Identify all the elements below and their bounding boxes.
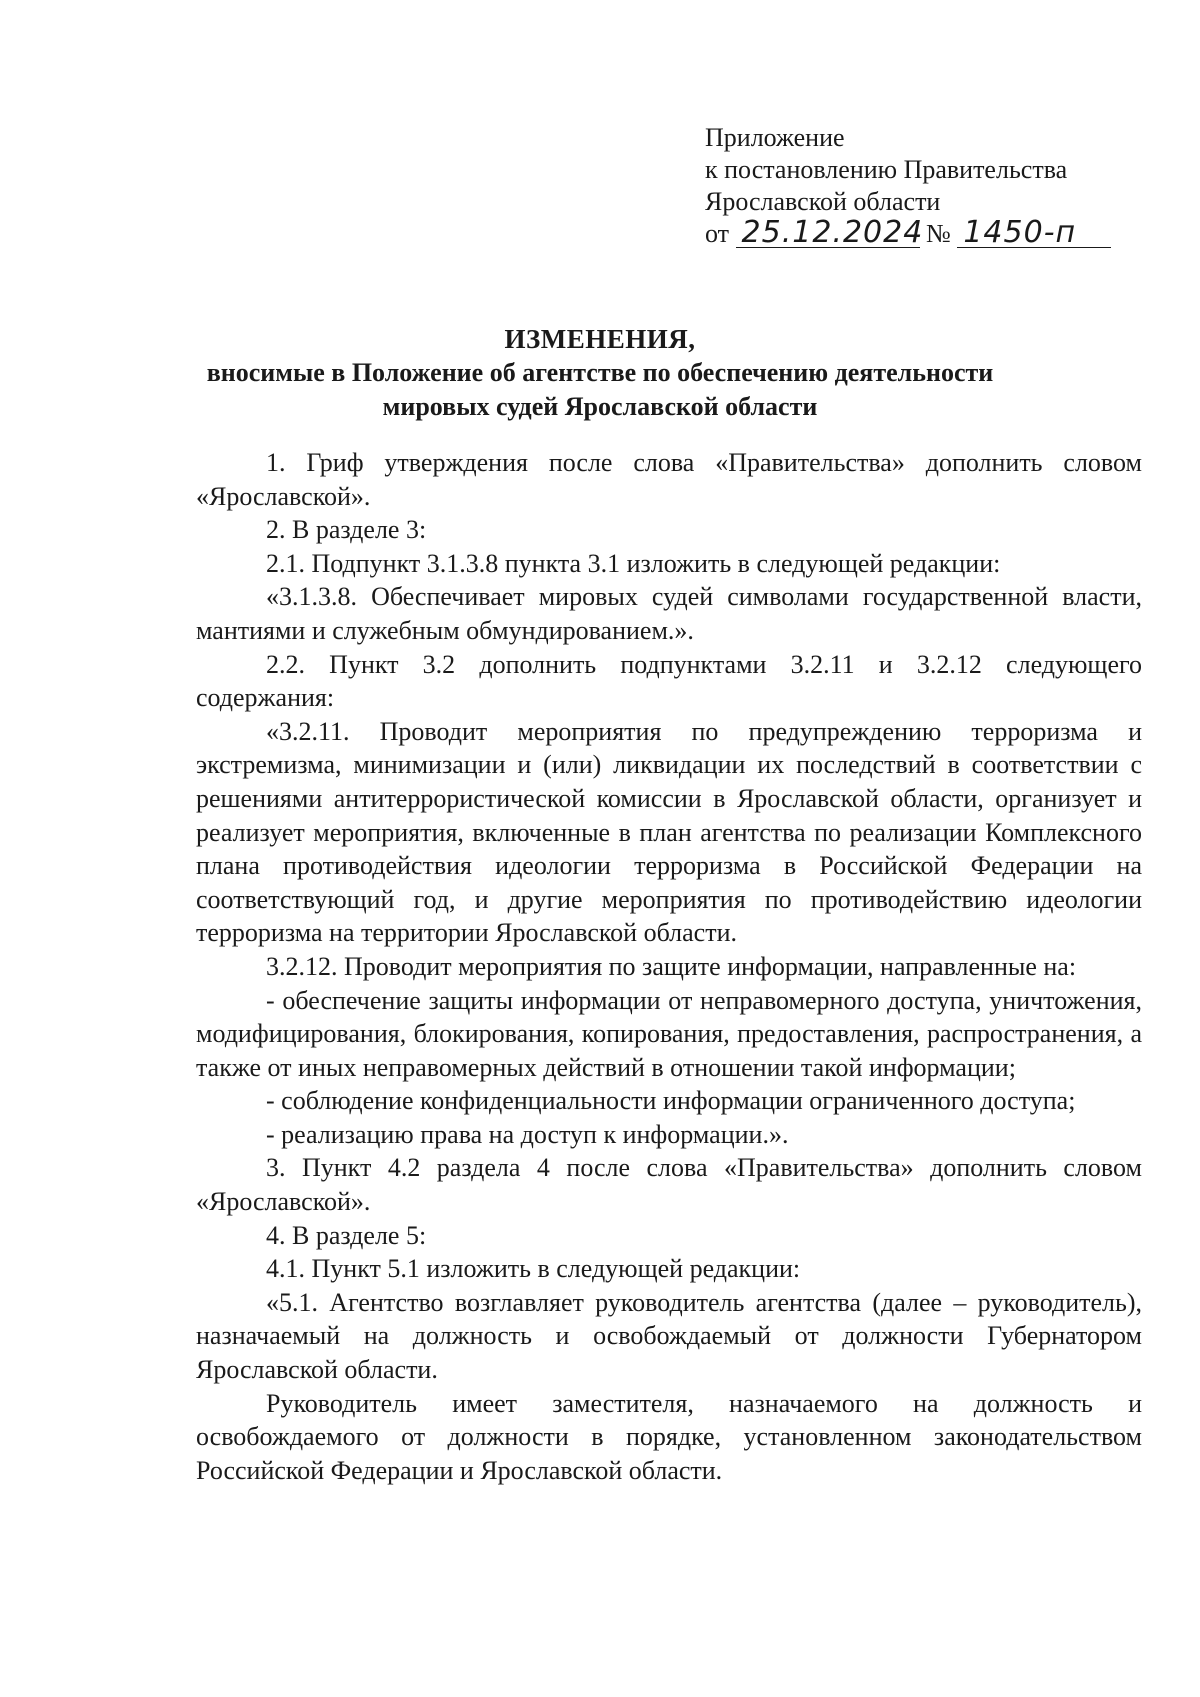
paragraph: «3.2.11. Проводит мероприятия по предупреждению терроризма и экстремизма, минимизации и (или) ликвидации их последствий в соответствии с решениями антитеррористической комиссии в Ярославской области, организует и реализует мероприятия, включенные в план агентства по реализации Комплексного плана противодействия идеологии терроризма в Российской Федерации на соответствующий год, и другие мероприятия по противодействию идеологии терроризма на территории Ярославской области.	[196, 716, 1142, 948]
paragraph: 3. Пункт 4.2 раздела 4 после слова «Правительства» дополнить словом «Ярославской».	[196, 1153, 1142, 1217]
appendix-block	[705, 122, 1111, 250]
paragraph: - соблюдение конфиденциальности информации ограниченного доступа;	[266, 1086, 1076, 1116]
paragraph: 4. В разделе 5:	[266, 1220, 427, 1250]
paragraph: Руководитель имеет заместителя, назначаемого на должность и освобождаемого от должности в порядке, установленном законодательством Российской Федерации и Ярославской области.	[196, 1388, 1142, 1485]
date-prefix: от	[705, 219, 730, 248]
document-title	[0, 322, 1200, 424]
paragraph: «3.1.3.8. Обеспечивает мировых судей символами государственной власти, мантиями и служебным обмундированием.».	[196, 582, 1142, 645]
appendix-line-2: к постановлению Правительства	[705, 155, 1068, 184]
appendix-line-1: Приложение	[705, 123, 845, 152]
paragraph: 3.2.12. Проводит мероприятия по защите информации, направленные на:	[266, 951, 1077, 981]
paragraph: - реализацию права на доступ к информации.».	[266, 1119, 789, 1149]
appendix-date-number-line	[705, 215, 1111, 250]
title-heading: ИЗМЕНЕНИЯ,	[504, 324, 696, 354]
paragraph: 2.2. Пункт 3.2 дополнить подпунктами 3.2.11 и 3.2.12 следующего содержания:	[196, 649, 1142, 713]
handwritten-date: 25.12.2024	[736, 219, 920, 248]
document-body	[196, 446, 1142, 1487]
number-prefix: №	[926, 219, 951, 248]
paragraph: 4.1. Пункт 5.1 изложить в следующей редакции:	[266, 1254, 801, 1284]
title-subtitle-line-2: мировых судей Ярославской области	[382, 392, 818, 421]
appendix-line-3: Ярославской области	[705, 187, 941, 216]
paragraph: 1. Гриф утверждения после слова «Правительства» дополнить словом «Ярославской».	[196, 448, 1142, 511]
title-subtitle-line-1: вносимые в Положение об агентстве по обеспечению деятельности	[206, 358, 994, 387]
paragraph: «5.1. Агентство возглавляет руководитель агентства (далее – руководитель), назначаемый на должность и освобождаемый от должности Губернатором Ярославской области.	[196, 1287, 1142, 1385]
handwritten-number: 1450-п	[957, 219, 1111, 248]
paragraph: - обеспечение защиты информации от неправомерного доступа, уничтожения, модифицирования, блокирования, копирования, предоставления, распространения, а также от иных неправомерных действий в отношении такой информации;	[196, 985, 1142, 1082]
paragraph: 2.1. Подпункт 3.1.3.8 пункта 3.1 изложить в следующей редакции:	[266, 548, 1001, 578]
paragraph: 2. В разделе 3:	[266, 515, 427, 545]
